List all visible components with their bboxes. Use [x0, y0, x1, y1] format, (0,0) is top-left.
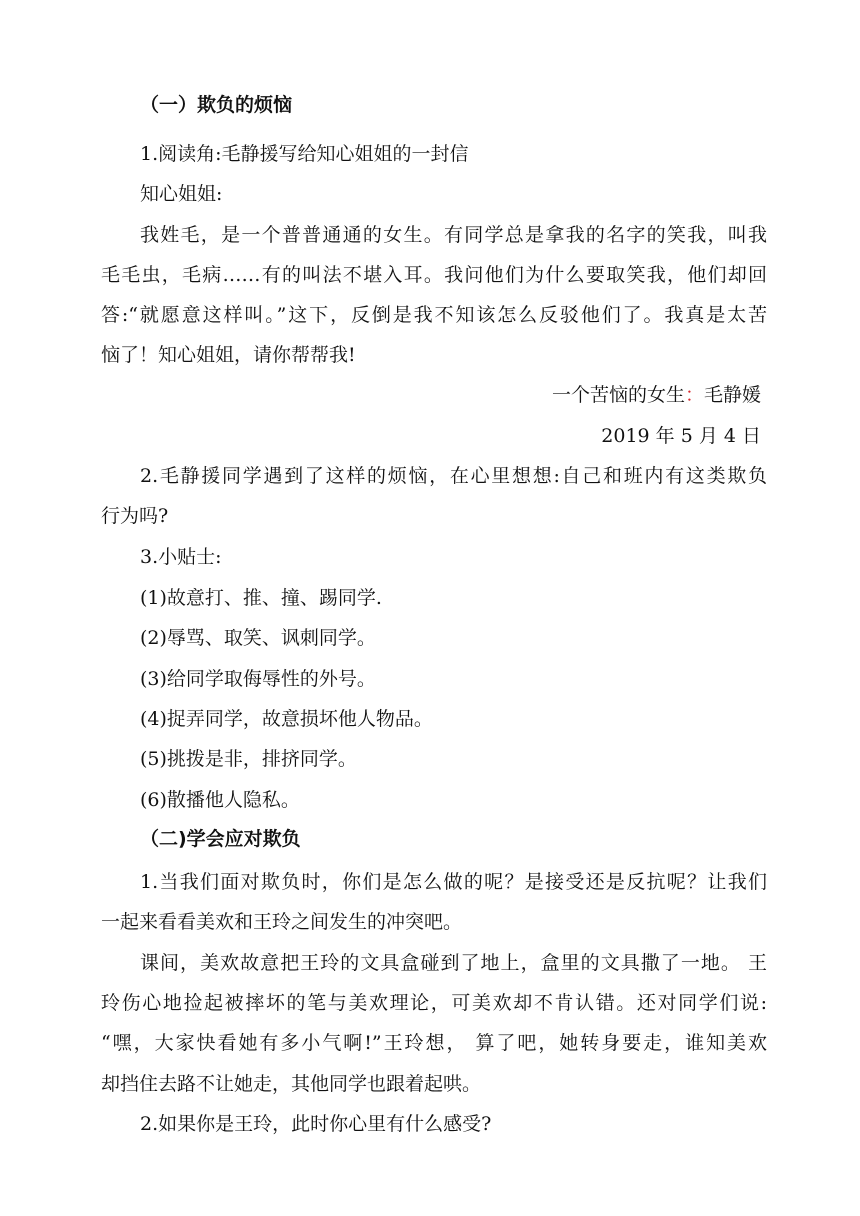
letter-date: 2019 年 5 月 4 日: [601, 425, 761, 447]
signature-prefix: 一个苦恼的女生: [551, 384, 685, 406]
section2-heading: （二)学会应对欺负: [140, 828, 301, 850]
reading-corner-item: 1.阅读角:毛静援写给知心姐姐的一封信: [140, 143, 469, 165]
tip-item-1: (1)故意打、推、撞、踢同学.: [140, 587, 382, 609]
section2-item1-line-2: 一起来看看美欢和王玲之间发生的冲突吧。: [101, 911, 463, 933]
letter-line-3: 答:“就愿意这样叫。”这下，反倒是我不知该怎么反驳他们了。我真是太苦: [101, 304, 767, 326]
section2-item2: 2.如果你是王玲，此时你心里有什么感受?: [140, 1113, 492, 1135]
story-line-4: 却挡住去路不让她走，其他同学也跟着起哄。: [101, 1073, 482, 1095]
story-line-2: 玲伤心地捡起被摔坏的笔与美欢理论，可美欢却不肯认错。还对同学们说:: [101, 992, 767, 1014]
item2-line-2: 行为吗?: [101, 505, 169, 527]
letter-signature: [101, 382, 761, 408]
section2-item1-line-1: 1.当我们面对欺负时，你们是怎么做的呢？是接受还是反抗呢？让我们: [140, 871, 767, 893]
item2-line-1: 2.毛静援同学遇到了这样的烦恼，在心里想想:自己和班内有这类欺负: [140, 465, 767, 487]
letter-line-4: 恼了！知心姐姐，请你帮帮我!: [101, 344, 356, 366]
letter-line-1: 我姓毛，是一个普普通通的女生。有同学总是拿我的名字的笑我，叫我: [140, 224, 767, 246]
tips-heading: 3.小贴士:: [140, 546, 222, 568]
tip-item-6: (6)散播他人隐私。: [140, 789, 300, 811]
story-line-3: “嘿，大家快看她有多小气啊!”王玲想， 算了吧，她转身要走，谁知美欢: [101, 1032, 767, 1054]
tip-item-2: (2)辱骂、取笑、讽刺同学。: [140, 627, 376, 649]
tip-item-3: (3)给同学取侮辱性的外号。: [140, 668, 376, 690]
story-line-1: 课间，美欢故意把王玲的文具盒碰到了地上，盒里的文具撒了一地。 王: [140, 952, 767, 974]
tip-item-4: (4)捉弄同学，故意损坏他人物品。: [140, 708, 433, 730]
letter-line-2: 毛毛虫，毛病……有的叫法不堪入耳。我问他们为什么要取笑我，他们却回: [101, 264, 767, 286]
letter-salutation: 知心姐姐:: [140, 183, 223, 205]
section1-heading: （一）欺负的烦恼: [140, 94, 293, 116]
tip-item-5: (5)挑拨是非，排挤同学。: [140, 748, 357, 770]
signature-colon: ：: [684, 384, 704, 406]
signature-name: 毛静媛: [703, 384, 761, 406]
